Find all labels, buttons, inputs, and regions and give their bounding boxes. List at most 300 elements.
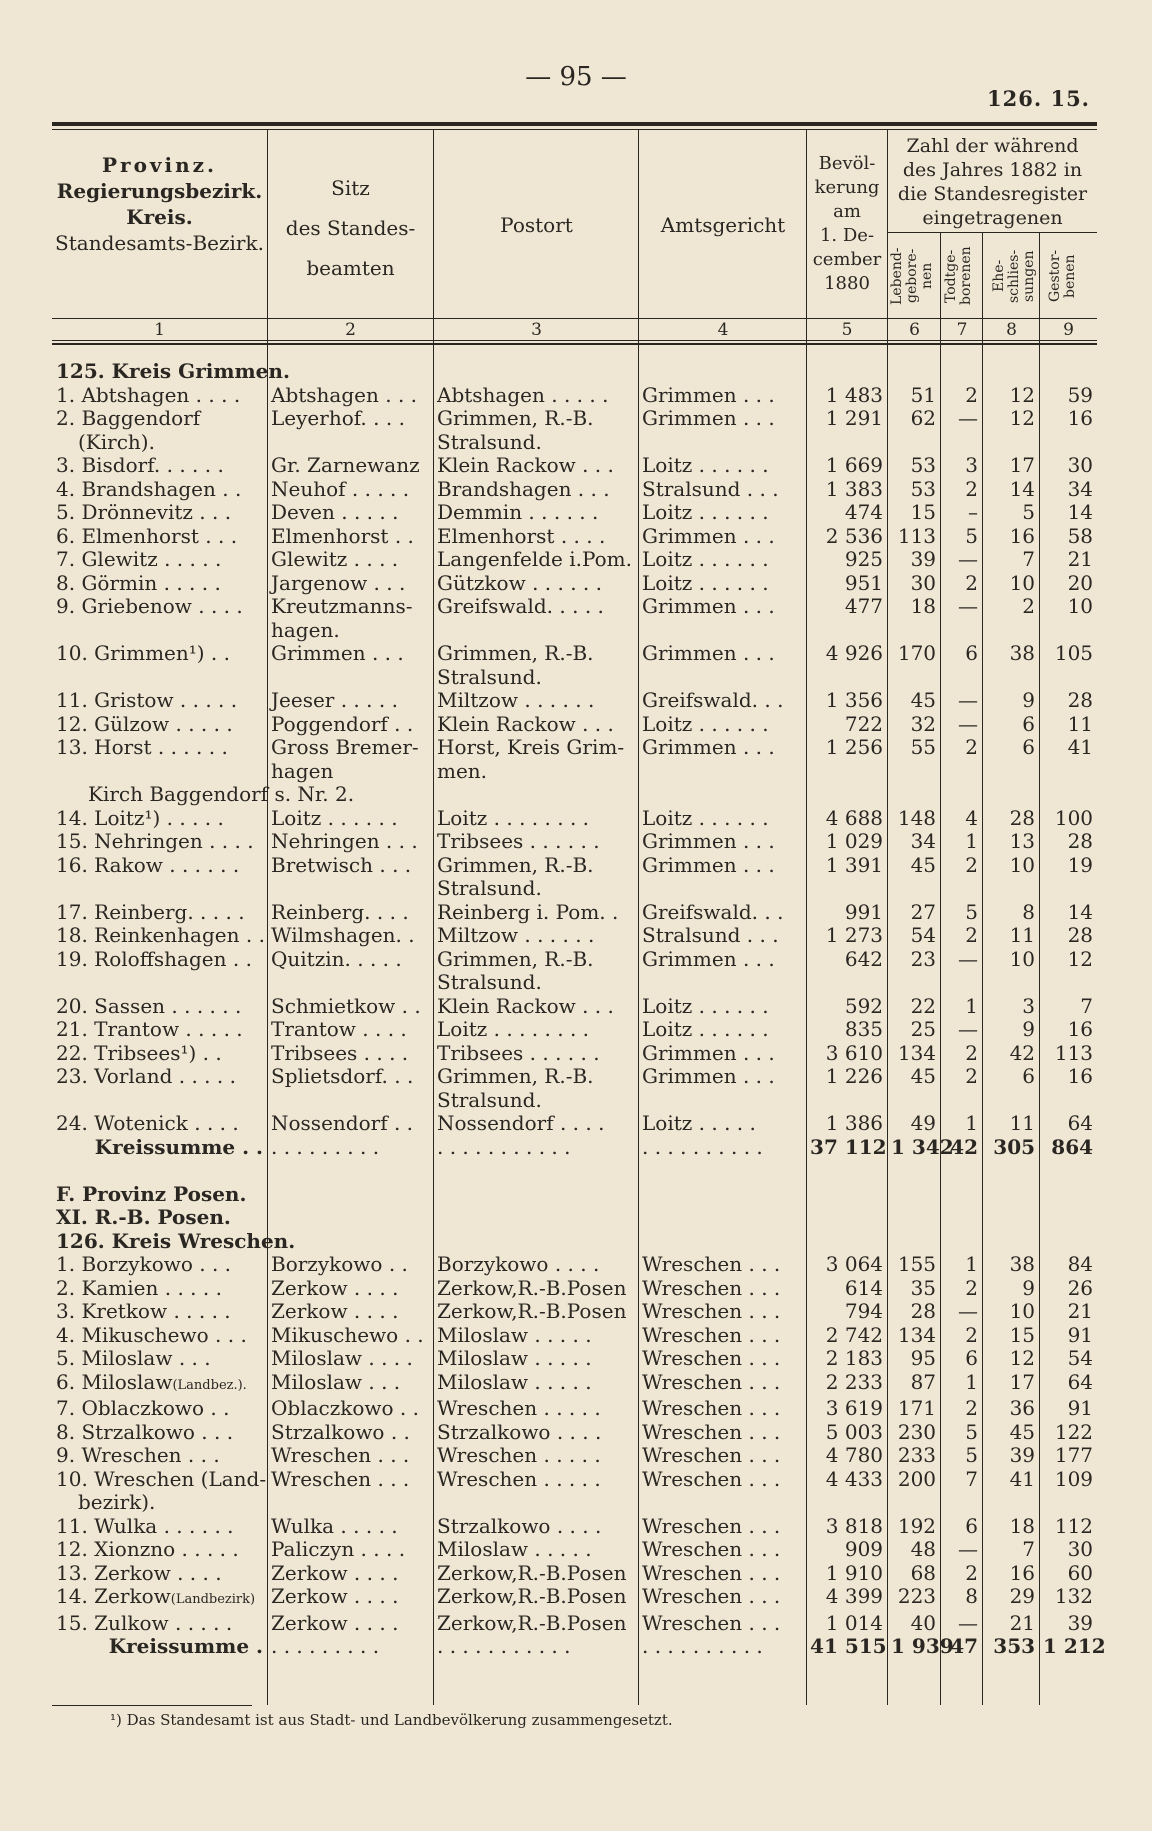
table-row (52, 431, 1097, 455)
cell-col-7: — (958, 594, 979, 618)
cell-col-4: Loitz . . . . . . (642, 993, 769, 1018)
cell-col-3: Grimmen, R.-B. (437, 946, 594, 971)
header-amtsgericht: Amtsgericht (660, 213, 786, 237)
table-row (52, 1562, 1097, 1586)
cell-col-4: Loitz . . . . . . (642, 570, 769, 595)
cell-col-5: 4 926 (825, 641, 884, 665)
header-kreis: Kreis. (126, 205, 193, 229)
cell-col-1: 20. Sassen . . . . . . (56, 993, 242, 1018)
sum-row (52, 1635, 1097, 1659)
cell-col-8: 7 (1022, 547, 1036, 571)
table-row (52, 1042, 1097, 1066)
header-gestorbene: Gestor-benen (1047, 249, 1078, 303)
cell-col-3: Zerkow,R.-B.Posen (437, 1299, 627, 1323)
table-row (52, 619, 1097, 643)
cell-col-8: 45 (1009, 1419, 1036, 1444)
cell-col-6: 134 (897, 1040, 937, 1065)
cell-col-9: 100 (1054, 805, 1094, 830)
cell-col-6: 51 (910, 382, 937, 407)
cell-col-4: . . . . . . . . . . (642, 1634, 763, 1658)
cell-col-8: 16 (1009, 523, 1036, 548)
cell-col-1: 13. Horst . . . . . . (56, 735, 228, 759)
cell-col-3: Borzykowo . . . . (437, 1252, 600, 1276)
cell-col-7: — (958, 1610, 979, 1635)
cell-col-3: Horst, Kreis Grim- (437, 735, 625, 759)
cell-col-9: 39 (1067, 1610, 1094, 1635)
cell-col-7: 1 (965, 1111, 979, 1135)
cell-col-5: 474 (844, 500, 884, 524)
cell-col-7: — (958, 547, 979, 571)
cell-col-5: 991 (844, 899, 884, 924)
section-label: F. Provinz Posen. (56, 1181, 247, 1206)
cell-col-9 (1039, 877, 1097, 901)
cell-col-5 (806, 666, 887, 690)
cell-col-1: Kreissumme . (108, 1634, 263, 1658)
cell-col-7: 42 (950, 1134, 979, 1159)
cell-col-1 (52, 1371, 267, 1398)
table-row (52, 1347, 1097, 1371)
cell-col-7: — (958, 711, 979, 736)
header-group (888, 134, 1097, 230)
cell-col-2: Gross Bremer- (271, 735, 419, 759)
cell-col-9: 112 (1054, 1513, 1094, 1538)
cell-col-5: 951 (844, 570, 884, 595)
cell-col-2: Quitzin. . . . . (271, 946, 402, 971)
cell-col-2: Glewitz . . . . (271, 547, 399, 571)
cell-col-6: 28 (910, 1299, 937, 1323)
cell-col-8: 13 (1009, 829, 1036, 853)
table-row (52, 595, 1097, 619)
cell-col-4: Grimmen . . . (642, 641, 775, 665)
empty-cell (1039, 360, 1097, 384)
cell-col-6: 30 (910, 570, 937, 595)
row-label-suffix: (Landbezirk) (170, 1592, 256, 1607)
cell-col-6: 15 (910, 500, 937, 524)
cell-col-6: 170 (897, 641, 937, 665)
cell-col-7: 6 (965, 1513, 979, 1538)
cell-col-7: 2 (965, 923, 979, 947)
cell-col-7 (940, 1491, 982, 1515)
cell-col-6: 68 (910, 1560, 937, 1585)
top-rule (52, 122, 1097, 126)
cell-col-5: 1 029 (825, 829, 884, 853)
cell-col-2: Strzalkowo . . (271, 1419, 410, 1444)
empty-cell (887, 360, 940, 384)
empty-cell (982, 783, 1039, 807)
cell-col-3: Wreschen . . . . . (437, 1466, 601, 1491)
section-label: XI. R.-B. Posen. (56, 1205, 231, 1229)
cell-col-5: 2 233 (825, 1369, 884, 1394)
cell-col-4: Grimmen . . . (642, 735, 775, 759)
cell-col-2 (267, 877, 433, 901)
empty-cell (982, 1230, 1039, 1254)
cell-col-1: 24. Wotenick . . . . (56, 1111, 239, 1135)
cell-col-1: 2. Kamien . . . . . (56, 1275, 222, 1300)
cell-col-8: 6 (1022, 711, 1036, 736)
header-cember: cember (812, 249, 882, 270)
header-provinz: Provinz. (102, 153, 217, 177)
section-label: 126. Kreis Wreschen. (56, 1228, 296, 1253)
cell-col-4: Wreschen . . . (642, 1275, 781, 1300)
sum-row (52, 1136, 1097, 1160)
cell-col-5: 41 515 (810, 1634, 887, 1658)
cell-col-3: Zerkow,R.-B.Posen (437, 1560, 627, 1585)
empty-cell (1039, 1206, 1097, 1230)
cell-col-5: 4 399 (825, 1584, 884, 1608)
table-row (52, 995, 1097, 1019)
cell-col-6: 45 (910, 688, 937, 712)
cell-col-2: Nossendorf . . (271, 1111, 414, 1135)
cell-col-4: Loitz . . . . . . (642, 500, 769, 524)
cell-col-5: 1 483 (825, 382, 884, 407)
cell-col-9: 105 (1054, 641, 1094, 665)
cell-col-5 (806, 431, 887, 455)
cell-col-7: 2 (965, 1040, 979, 1065)
cell-col-5 (806, 619, 887, 643)
table-row (52, 830, 1097, 854)
cell-col-9: 21 (1067, 547, 1094, 571)
cell-col-1: 10. Grimmen¹) . . (56, 641, 230, 665)
cell-col-8: 17 (1009, 1369, 1036, 1394)
header-sitz: Sitz (331, 176, 370, 200)
header-des-standes: des Standes- (285, 216, 416, 240)
table-row (52, 924, 1097, 948)
cell-col-6: 40 (910, 1610, 937, 1635)
cell-col-7: 1 (965, 829, 979, 853)
empty-cell (940, 1183, 982, 1207)
header-bevoel: Bevöl- (818, 153, 876, 174)
table-row (52, 384, 1097, 408)
cell-col-3: Tribsees . . . . . . (437, 1040, 600, 1065)
cell-col-8: 38 (1009, 1252, 1036, 1276)
cell-col-3: Grimmen, R.-B. (437, 852, 594, 877)
cell-col-5: 37 112 (810, 1134, 887, 1159)
cell-col-9: 28 (1067, 923, 1094, 947)
table-row (52, 783, 1097, 807)
cell-col-2: Neuhof . . . . . (271, 476, 410, 501)
cell-col-1: 19. Roloffshagen . . (56, 946, 252, 971)
table-row (52, 1612, 1097, 1636)
cell-col-1: 3. Bisdorf. . . . . . (56, 453, 224, 477)
colnum-2: 2 (345, 320, 356, 340)
cell-col-3: Miloslaw . . . . . (437, 1322, 592, 1347)
empty-cell (940, 1230, 982, 1254)
cell-col-9: 19 (1067, 852, 1094, 877)
table-row (52, 1277, 1097, 1301)
cell-col-1 (52, 1585, 267, 1612)
cell-col-4: Grimmen . . . (642, 829, 775, 853)
cell-col-4: Grimmen . . . (642, 1064, 775, 1088)
cell-col-4 (638, 666, 806, 690)
table-row (52, 1515, 1097, 1539)
header-col2 (268, 168, 433, 288)
statistics-table (52, 359, 1106, 1659)
cell-col-3: Miloslaw . . . . . (437, 1369, 592, 1394)
cell-col-3: Greifswald. . . . . (437, 594, 604, 618)
cell-col-7: 5 (965, 1419, 979, 1444)
table-row (52, 572, 1097, 596)
cell-col-4: Loitz . . . . . . (642, 547, 769, 571)
cell-col-8: 10 (1009, 1299, 1036, 1323)
header-kerung: kerung (814, 177, 880, 198)
cell-col-5: 1 383 (825, 476, 884, 501)
cell-col-6: 45 (910, 852, 937, 877)
cell-col-7: 2 (965, 1322, 979, 1347)
empty-cell (887, 1230, 940, 1254)
cell-col-9 (1039, 666, 1097, 690)
cell-col-8 (982, 1491, 1039, 1515)
cell-col-4: Loitz . . . . . (642, 1111, 756, 1135)
cell-col-3: Miltzow . . . . . . (437, 923, 595, 947)
row-label: 14. Zerkow (56, 1584, 171, 1608)
cell-col-6: 230 (897, 1419, 937, 1444)
header-beamten: beamten (306, 256, 395, 280)
cell-col-2: Wulka . . . . . (271, 1513, 398, 1538)
cell-col-5: 3 619 (825, 1396, 884, 1420)
section-label: 125. Kreis Grimmen. (56, 359, 290, 383)
cell-col-8: 41 (1009, 1466, 1036, 1491)
blank-cell (52, 1159, 1097, 1183)
cell-col-4: Wreschen . . . (642, 1252, 781, 1276)
cell-col-1: 9. Wreschen . . . (56, 1443, 220, 1467)
section-label: Kirch Baggendorf s. Nr. 2. (88, 782, 355, 806)
cell-col-1: 10. Wreschen (Land- (56, 1466, 267, 1491)
cell-col-8: 10 (1009, 570, 1036, 595)
cell-col-3: Miltzow . . . . . . (437, 688, 595, 712)
cell-col-2: Trantow . . . . (271, 1017, 407, 1041)
cell-col-8: 12 (1009, 406, 1036, 430)
cell-col-4: Wreschen . . . (642, 1346, 781, 1370)
cell-col-2: Schmietkow . . (271, 993, 421, 1018)
cell-col-6: 155 (897, 1252, 937, 1276)
cell-col-6: 233 (897, 1443, 937, 1467)
cell-col-4: Wreschen . . . (642, 1466, 781, 1491)
cell-col-1: 23. Vorland . . . . . (56, 1064, 236, 1088)
table-row (52, 478, 1097, 502)
empty-cell (806, 360, 887, 384)
cell-col-6: 113 (897, 523, 937, 548)
cell-col-3: Wreschen . . . . . (437, 1396, 601, 1420)
footnote: ¹) Das Standesamt ist aus Stadt- und Landbevölkerung zusammengesetzt. (110, 1711, 673, 1729)
cell-col-3: Wreschen . . . . . (437, 1443, 601, 1467)
cell-col-9: 20 (1067, 570, 1094, 595)
cell-col-5: 1 356 (825, 688, 884, 712)
cell-col-3: Loitz . . . . . . . . (437, 1017, 590, 1041)
cell-col-9: 30 (1067, 1537, 1094, 1561)
cell-col-5: 1 386 (825, 1111, 884, 1135)
empty-cell (982, 1206, 1039, 1230)
cell-col-5: 1 226 (825, 1064, 884, 1088)
cell-col-6: 18 (910, 594, 937, 618)
cell-col-8: 16 (1009, 1560, 1036, 1585)
cell-col-3: Strzalkowo . . . . (437, 1419, 602, 1444)
cell-col-1: 17. Reinberg. . . . . (56, 899, 245, 924)
cell-col-6: 39 (910, 547, 937, 571)
row-label-suffix: (Landbez.). (172, 1377, 247, 1393)
cell-col-1: 9. Griebenow . . . . (56, 594, 243, 618)
cell-col-9 (1039, 619, 1097, 643)
top-rule-thin (52, 129, 1097, 130)
cell-col-5 (806, 877, 887, 901)
cell-col-4: Wreschen . . . (642, 1322, 781, 1347)
cell-col-2: Paliczyn . . . . (271, 1537, 406, 1561)
cell-col-4: Grimmen . . . (642, 406, 775, 430)
cell-col-4: Grimmen . . . (642, 594, 775, 618)
header-col5 (807, 152, 887, 296)
table-row (52, 760, 1097, 784)
cell-col-1: 13. Zerkow . . . . (56, 1560, 222, 1585)
cell-col-6: 95 (910, 1346, 937, 1370)
cell-col-7: 1 (965, 1369, 979, 1394)
cell-col-9: 28 (1067, 829, 1094, 853)
cell-col-5: 722 (844, 711, 884, 736)
table-row (52, 1397, 1097, 1421)
table-row (52, 1371, 1097, 1398)
cell-col-8: 6 (1022, 735, 1036, 759)
cell-col-3: Gützkow . . . . . . (437, 570, 602, 595)
cell-col-8: 5 (1022, 500, 1036, 524)
table-row (52, 548, 1097, 572)
cell-col-6: 53 (910, 476, 937, 501)
colnum-4: 4 (717, 320, 729, 340)
cell-col-1: bezirk). (78, 1490, 156, 1514)
cell-col-1: 4. Mikuschewo . . . (56, 1322, 247, 1347)
cell-col-4: Grimmen . . . (642, 523, 775, 548)
cell-col-8: 8 (1022, 899, 1036, 924)
table-row (52, 1468, 1097, 1492)
cell-col-8: 9 (1022, 688, 1036, 712)
cell-col-3 (433, 619, 638, 643)
cell-col-6: 23 (910, 946, 937, 971)
cell-col-2: Deven . . . . . (271, 500, 399, 524)
cell-col-1 (52, 760, 267, 784)
cell-col-3: Brandshagen . . . (437, 476, 610, 501)
cell-col-7: 2 (965, 1560, 979, 1585)
cell-col-2: Oblaczkowo . . (271, 1396, 420, 1420)
cell-col-6: 48 (910, 1537, 937, 1561)
cell-col-3: Grimmen, R.-B. (437, 641, 594, 665)
cell-col-5: 1 273 (825, 923, 884, 947)
cell-col-9: 91 (1067, 1322, 1094, 1347)
cell-col-5: 1 910 (825, 1560, 884, 1585)
table-row (52, 1444, 1097, 1468)
cell-col-9: 34 (1067, 476, 1094, 501)
cell-col-2: Zerkow . . . . (271, 1560, 399, 1585)
table-row (52, 525, 1097, 549)
cell-col-3: Miloslaw . . . . . (437, 1537, 592, 1561)
colnum-5: 5 (841, 320, 853, 340)
cell-col-8: 6 (1022, 1064, 1036, 1088)
cell-col-2: hagen (271, 758, 334, 783)
cell-col-8: 39 (1009, 1443, 1036, 1467)
empty-cell (806, 1183, 887, 1207)
cell-col-1 (52, 971, 267, 995)
cell-col-2: hagen. (271, 617, 340, 642)
cell-col-1: 21. Trantow . . . . . (56, 1017, 243, 1041)
table-row (52, 1300, 1097, 1324)
cell-col-6: 223 (897, 1584, 937, 1608)
cell-col-2 (267, 1089, 433, 1113)
cell-col-7: 4 (965, 805, 979, 830)
cell-col-8 (982, 619, 1039, 643)
cell-col-1: 12. Gülzow . . . . . (56, 711, 233, 736)
cell-col-3: Grimmen, R.-B. (437, 406, 594, 430)
header-group-2: des Jahres 1882 in (902, 159, 1083, 181)
cell-col-4 (638, 971, 806, 995)
cell-col-9: 91 (1067, 1396, 1094, 1420)
cell-col-5: 4 433 (825, 1466, 884, 1491)
cell-col-2 (267, 971, 433, 995)
cell-col-8: 9 (1022, 1275, 1036, 1300)
table-row (52, 1089, 1097, 1113)
cell-col-6 (887, 1089, 940, 1113)
cell-col-3: Stralsund. (437, 876, 542, 900)
cell-col-1: 12. Xionzno . . . . . (56, 1537, 239, 1561)
cell-col-1: 5. Miloslaw . . . (56, 1346, 211, 1370)
cell-col-2 (267, 431, 433, 455)
cell-col-5: 3 064 (825, 1252, 884, 1276)
section-heading-row (52, 1230, 1097, 1254)
cell-col-4: Grimmen . . . (642, 946, 775, 971)
cell-col-5: 3 610 (825, 1040, 884, 1065)
cell-col-8: 28 (1009, 805, 1036, 830)
header-postort: Postort (500, 213, 573, 237)
cell-col-6: 148 (897, 805, 937, 830)
cell-col-2: Grimmen . . . (271, 641, 404, 665)
cell-col-5: 1 291 (825, 406, 884, 430)
cell-col-2: Zerkow . . . . (271, 1299, 399, 1323)
header-col1 (52, 152, 267, 256)
cell-col-8: 29 (1009, 1584, 1036, 1608)
header-lebendgeborene: Lebend-gebore-nen (889, 247, 935, 305)
cell-col-2: Wreschen . . . (271, 1466, 410, 1491)
footnote-rule (52, 1705, 252, 1706)
cell-col-3: Zerkow,R.-B.Posen (437, 1275, 627, 1300)
cell-col-1: 11. Wulka . . . . . . (56, 1513, 234, 1538)
cell-col-6 (887, 971, 940, 995)
table-row (52, 1585, 1097, 1612)
cell-col-7: 5 (965, 1443, 979, 1467)
cell-col-7 (940, 877, 982, 901)
cell-col-3: . . . . . . . . . . . (437, 1134, 571, 1159)
cell-col-6: 87 (910, 1369, 937, 1394)
cell-col-4 (638, 877, 806, 901)
cell-col-6: 200 (897, 1466, 937, 1491)
cell-col-5: 2 536 (825, 523, 884, 548)
header-am: am (833, 201, 861, 222)
cell-col-8 (982, 431, 1039, 455)
table-row (52, 666, 1097, 690)
table-row (52, 689, 1097, 713)
cell-col-1: 7. Oblaczkowo . . (56, 1396, 230, 1420)
cell-col-4 (638, 1491, 806, 1515)
cell-col-7: 6 (965, 641, 979, 665)
empty-cell (887, 1183, 940, 1207)
cell-col-6: 55 (910, 735, 937, 759)
cell-col-6 (887, 666, 940, 690)
cell-col-9: 59 (1067, 382, 1094, 407)
cell-col-3: Grimmen, R.-B. (437, 1064, 594, 1088)
cell-col-7: 47 (950, 1634, 979, 1658)
table-row (52, 1112, 1097, 1136)
cell-col-3: . . . . . . . . . . . (437, 1634, 571, 1658)
cell-col-9: 12 (1067, 946, 1094, 971)
cell-col-2: Poggendorf . . (271, 711, 414, 736)
table-row (52, 1491, 1097, 1515)
empty-cell (1039, 783, 1097, 807)
cell-col-3: Loitz . . . . . . . . (437, 805, 590, 830)
cell-col-4: Stralsund . . . (642, 923, 779, 947)
